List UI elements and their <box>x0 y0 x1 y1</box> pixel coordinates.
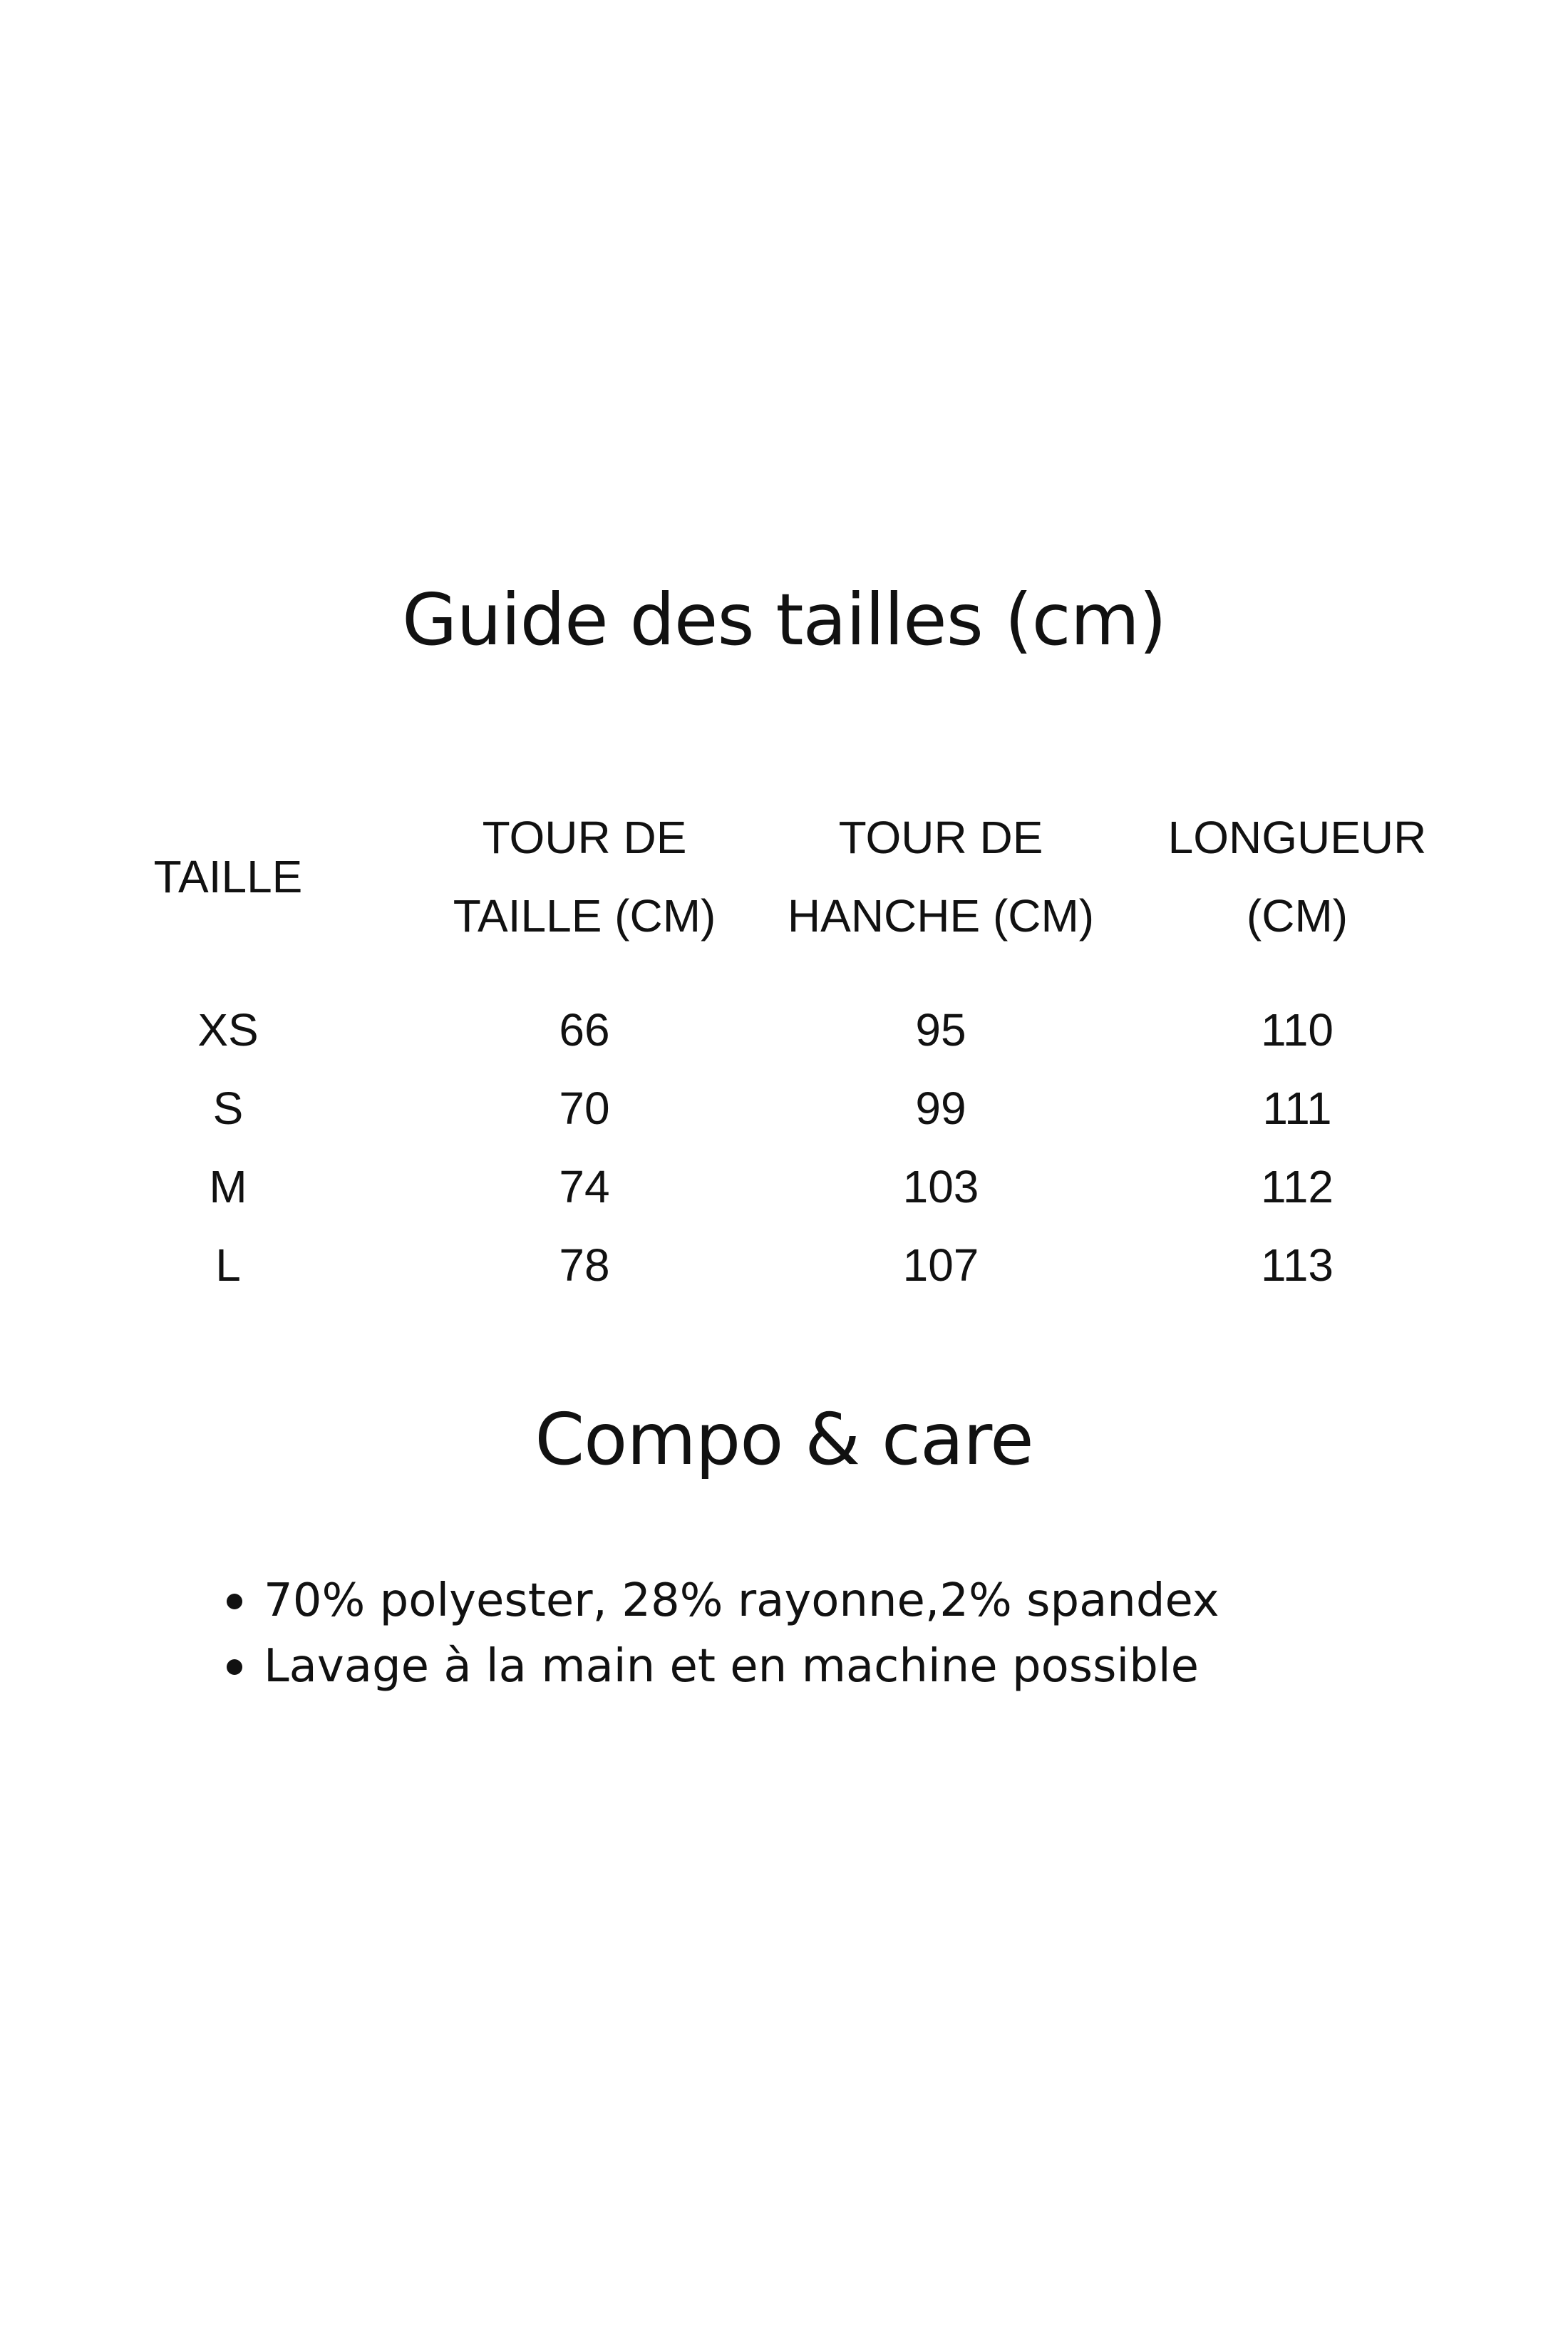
table-header-tour-de-taille <box>428 798 741 955</box>
header-line: LONGUEUR <box>1167 812 1427 863</box>
bullet-icon <box>227 1659 242 1675</box>
list-item <box>221 1634 1219 1699</box>
table-cell-size: L <box>215 1239 241 1291</box>
table-cell-hip: 95 <box>915 1004 966 1056</box>
bullet-icon <box>227 1594 242 1609</box>
table-cell-size: M <box>209 1161 247 1212</box>
table-cell-waist: 70 <box>559 1083 610 1134</box>
table-header-longueur <box>1140 798 1454 955</box>
table-cell-hip: 107 <box>902 1239 979 1291</box>
table-cell-length: 110 <box>1260 1004 1334 1056</box>
table-cell-size: S <box>212 1083 244 1134</box>
table-cell-hip: 99 <box>915 1083 966 1134</box>
size-guide-title: Guide des tailles (cm) <box>402 578 1166 661</box>
table-header-tour-de-hanche <box>784 798 1098 955</box>
care-title: Compo & care <box>535 1398 1033 1481</box>
table-cell-hip: 103 <box>902 1161 979 1212</box>
header-line: HANCHE (CM) <box>787 890 1095 942</box>
table-header-taille <box>86 837 371 916</box>
table-cell-waist: 74 <box>559 1161 610 1212</box>
header-line: TOUR DE <box>838 812 1043 863</box>
care-item-text: 70% polyester, 28% rayonne,2% spandex <box>264 1574 1219 1627</box>
header-line: TOUR DE <box>482 812 687 863</box>
table-cell-waist: 78 <box>559 1239 610 1291</box>
table-cell-length: 112 <box>1260 1161 1334 1212</box>
care-list <box>221 1568 1219 1699</box>
table-cell-length: 113 <box>1260 1239 1334 1291</box>
care-item-text: Lavage à la main et en machine possible <box>264 1640 1199 1693</box>
header-line: (CM) <box>1246 890 1348 942</box>
header-line: TAILLE <box>153 851 303 902</box>
header-line: TAILLE (CM) <box>453 890 716 942</box>
table-cell-waist: 66 <box>559 1004 610 1056</box>
table-cell-size: XS <box>197 1004 259 1056</box>
list-item <box>221 1568 1219 1634</box>
table-cell-length: 111 <box>1262 1083 1332 1134</box>
